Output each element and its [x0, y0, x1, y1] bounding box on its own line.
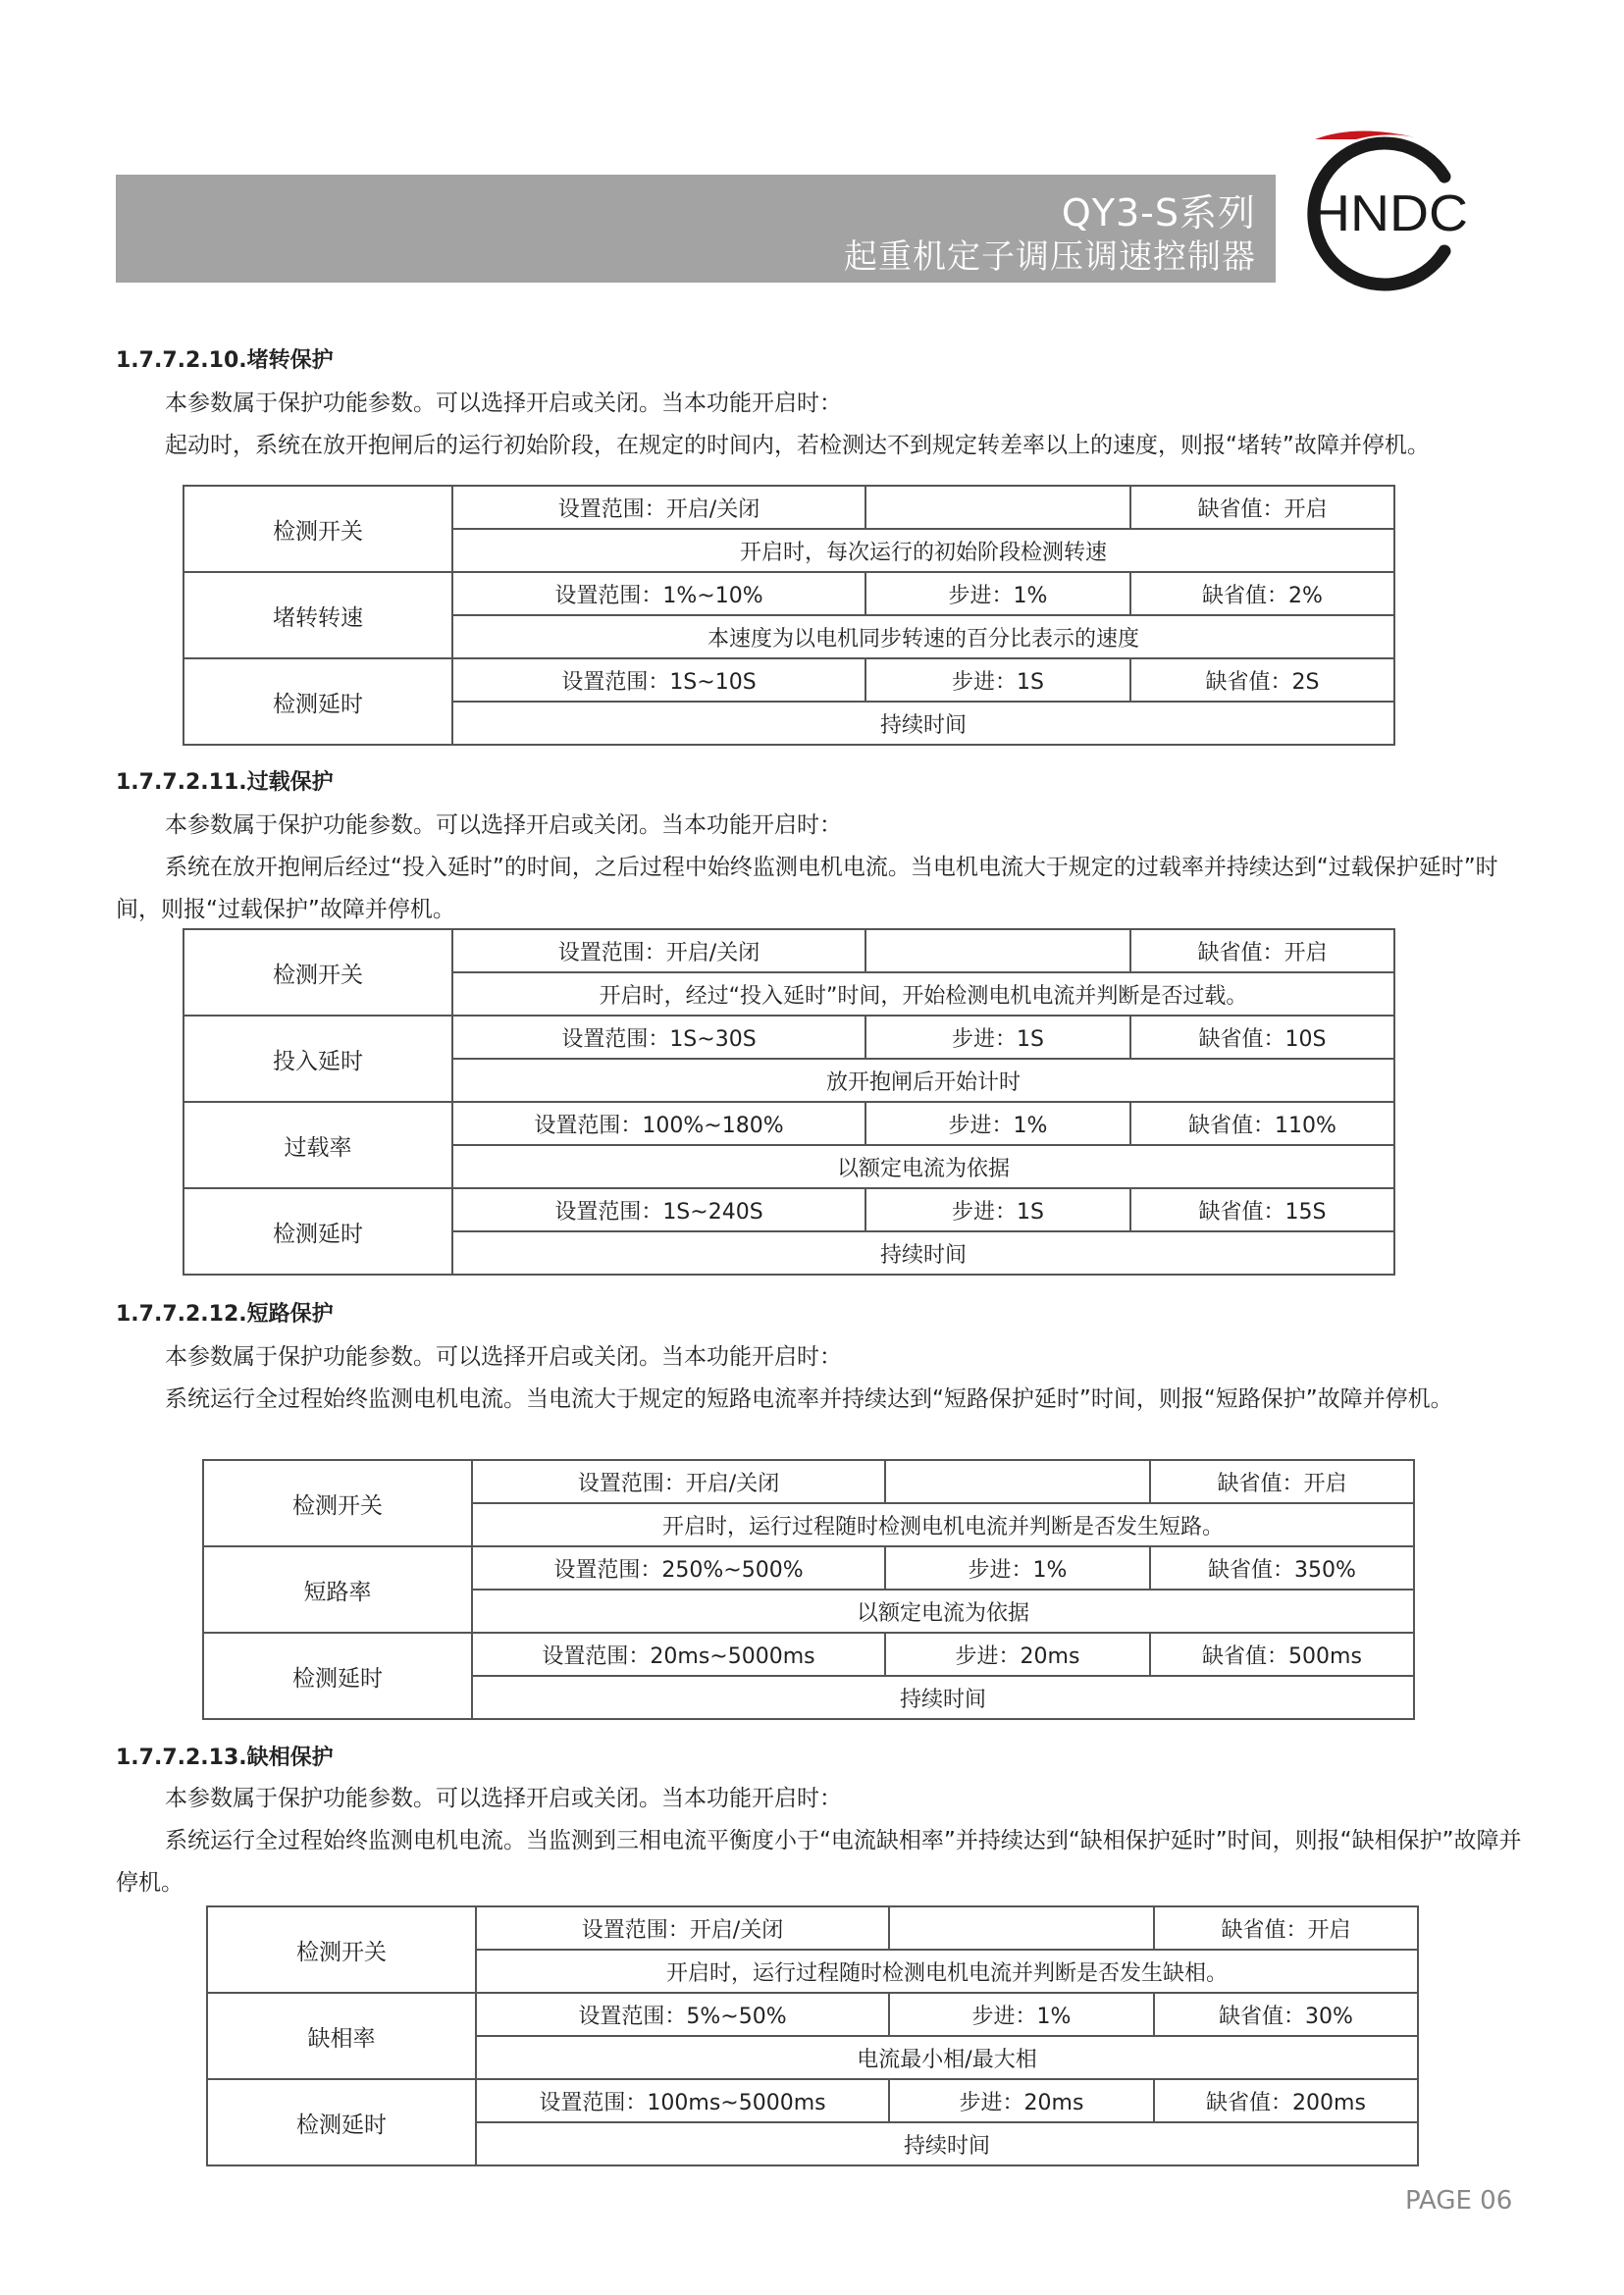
table-row [183, 929, 1394, 972]
param-description: 开启时，经过“投入延时”时间，开始检测电机电流并判断是否过载。 [452, 972, 1394, 1016]
param-description: 本速度为以电机同步转速的百分比表示的速度 [452, 615, 1394, 658]
table-row [183, 1188, 1394, 1231]
param-description: 持续时间 [452, 702, 1394, 745]
table-row [203, 1633, 1414, 1676]
param-description: 开启时，运行过程随时检测电机电流并判断是否发生短路。 [472, 1503, 1414, 1546]
param-name: 短路率 [203, 1546, 472, 1633]
param-default: 缺省值：开启 [1154, 1906, 1418, 1950]
param-range: 设置范围：1%~10% [452, 572, 865, 615]
paragraph: 本参数属于保护功能参数。可以选择开启或关闭。当本功能开启时： [165, 812, 842, 838]
section-title: 1.7.7.2.11.过载保护 [116, 770, 334, 795]
section-title: 1.7.7.2.13.缺相保护 [116, 1746, 334, 1770]
param-step [889, 1906, 1154, 1950]
section-intro [116, 383, 1529, 467]
param-range: 设置范围：开启/关闭 [476, 1906, 889, 1950]
param-name: 检测开关 [203, 1460, 472, 1546]
param-name: 检测开关 [183, 486, 452, 572]
param-default: 缺省值：2S [1130, 658, 1394, 702]
header-banner [116, 175, 1276, 283]
paragraph: 系统运行全过程始终监测电机电流。当监测到三相电流平衡度小于“电流缺相率”并持续达到“缺相保护延时”时间，则报“缺相保护”故障并停机。 [116, 1828, 1522, 1896]
table-row [183, 1016, 1394, 1059]
table-row [207, 1906, 1418, 1950]
paragraph: 本参数属于保护功能参数。可以选择开启或关闭。当本功能开启时： [165, 391, 842, 416]
param-step [885, 1460, 1150, 1503]
param-range: 设置范围：5%~50% [476, 1993, 889, 2036]
param-range: 设置范围：100%~180% [452, 1102, 865, 1145]
param-name: 过载率 [183, 1102, 452, 1188]
logo-text: HNDC [1311, 185, 1468, 242]
paragraph: 系统运行全过程始终监测电机电流。当电流大于规定的短路电流率并持续达到“短路保护延时”时间，则报“短路保护”故障并停机。 [165, 1386, 1453, 1412]
param-range: 设置范围：开启/关闭 [452, 929, 865, 972]
param-name: 检测延时 [183, 658, 452, 745]
param-description: 开启时，运行过程随时检测电机电流并判断是否发生缺相。 [476, 1950, 1418, 1993]
param-default: 缺省值：350% [1150, 1546, 1414, 1590]
param-default: 缺省值：15S [1130, 1188, 1394, 1231]
param-range: 设置范围：250%~500% [472, 1546, 885, 1590]
parameter-table [183, 928, 1395, 1276]
param-step: 步进：1S [865, 1188, 1130, 1231]
param-description: 持续时间 [476, 2122, 1418, 2165]
param-default: 缺省值：开启 [1130, 929, 1394, 972]
param-default: 缺省值：2% [1130, 572, 1394, 615]
table-row [203, 1546, 1414, 1590]
param-default: 缺省值：30% [1154, 1993, 1418, 2036]
table-row [183, 486, 1394, 529]
paragraph: 本参数属于保护功能参数。可以选择开启或关闭。当本功能开启时： [165, 1344, 842, 1370]
param-name: 检测开关 [207, 1906, 476, 1993]
param-step: 步进：1% [889, 1993, 1154, 2036]
param-name: 缺相率 [207, 1993, 476, 2079]
hndc-logo [1297, 126, 1474, 302]
param-step: 步进：1% [865, 1102, 1130, 1145]
param-range: 设置范围：开启/关闭 [452, 486, 865, 529]
param-step [865, 486, 1130, 529]
table-row [203, 1460, 1414, 1503]
param-range: 设置范围：20ms~5000ms [472, 1633, 885, 1676]
series-title: QY3-S系列 [1061, 191, 1256, 235]
product-subtitle: 起重机定子调压调速控制器 [844, 237, 1256, 277]
paragraph: 起动时，系统在放开抱闸后的运行初始阶段，在规定的时间内，若检测达不到规定转差率以上的速度，则报“堵转”故障并停机。 [165, 433, 1430, 458]
param-description: 以额定电流为依据 [452, 1145, 1394, 1188]
table-row [183, 658, 1394, 702]
param-description: 持续时间 [452, 1231, 1394, 1275]
param-default: 缺省值：500ms [1150, 1633, 1414, 1676]
table-row [183, 1102, 1394, 1145]
param-step: 步进：1S [865, 1016, 1130, 1059]
parameter-table [183, 485, 1395, 746]
param-name: 检测延时 [207, 2079, 476, 2165]
param-name: 堵转转速 [183, 572, 452, 658]
param-default: 缺省值：10S [1130, 1016, 1394, 1059]
param-default: 缺省值：开启 [1130, 486, 1394, 529]
section-intro [116, 1778, 1529, 1904]
table-row [207, 1993, 1418, 2036]
table-row [183, 572, 1394, 615]
paragraph: 系统在放开抱闸后经过“投入延时”的时间，之后过程中始终监测电机电流。当电机电流大于规定的过载率并持续达到“过载保护延时”时间，则报“过载保护”故障并停机。 [116, 855, 1498, 922]
param-step: 步进：1S [865, 658, 1130, 702]
param-description: 持续时间 [472, 1676, 1414, 1719]
page-number: PAGE 06 [1405, 2186, 1513, 2216]
parameter-table [206, 1905, 1419, 2166]
param-name: 检测延时 [203, 1633, 472, 1719]
parameter-table [202, 1459, 1415, 1720]
param-description: 开启时，每次运行的初始阶段检测转速 [452, 529, 1394, 572]
logo-red-swoosh [1315, 130, 1415, 139]
section-title: 1.7.7.2.10.堵转保护 [116, 348, 334, 373]
section-intro [116, 1336, 1529, 1421]
param-description: 电流最小相/最大相 [476, 2036, 1418, 2079]
param-step: 步进：1% [865, 572, 1130, 615]
param-step: 步进：20ms [885, 1633, 1150, 1676]
param-step [865, 929, 1130, 972]
param-range: 设置范围：开启/关闭 [472, 1460, 885, 1503]
param-name: 检测延时 [183, 1188, 452, 1275]
param-default: 缺省值：110% [1130, 1102, 1394, 1145]
paragraph: 本参数属于保护功能参数。可以选择开启或关闭。当本功能开启时： [165, 1786, 842, 1811]
param-range: 设置范围：1S~10S [452, 658, 865, 702]
param-step: 步进：20ms [889, 2079, 1154, 2122]
param-name: 投入延时 [183, 1016, 452, 1102]
param-range: 设置范围：1S~30S [452, 1016, 865, 1059]
param-step: 步进：1% [885, 1546, 1150, 1590]
table-row [207, 2079, 1418, 2122]
param-description: 放开抱闸后开始计时 [452, 1059, 1394, 1102]
param-name: 检测开关 [183, 929, 452, 1016]
param-default: 缺省值：200ms [1154, 2079, 1418, 2122]
param-range: 设置范围：1S~240S [452, 1188, 865, 1231]
param-range: 设置范围：100ms~5000ms [476, 2079, 889, 2122]
param-default: 缺省值：开启 [1150, 1460, 1414, 1503]
section-intro [116, 805, 1529, 931]
param-description: 以额定电流为依据 [472, 1590, 1414, 1633]
section-title: 1.7.7.2.12.短路保护 [116, 1302, 334, 1327]
